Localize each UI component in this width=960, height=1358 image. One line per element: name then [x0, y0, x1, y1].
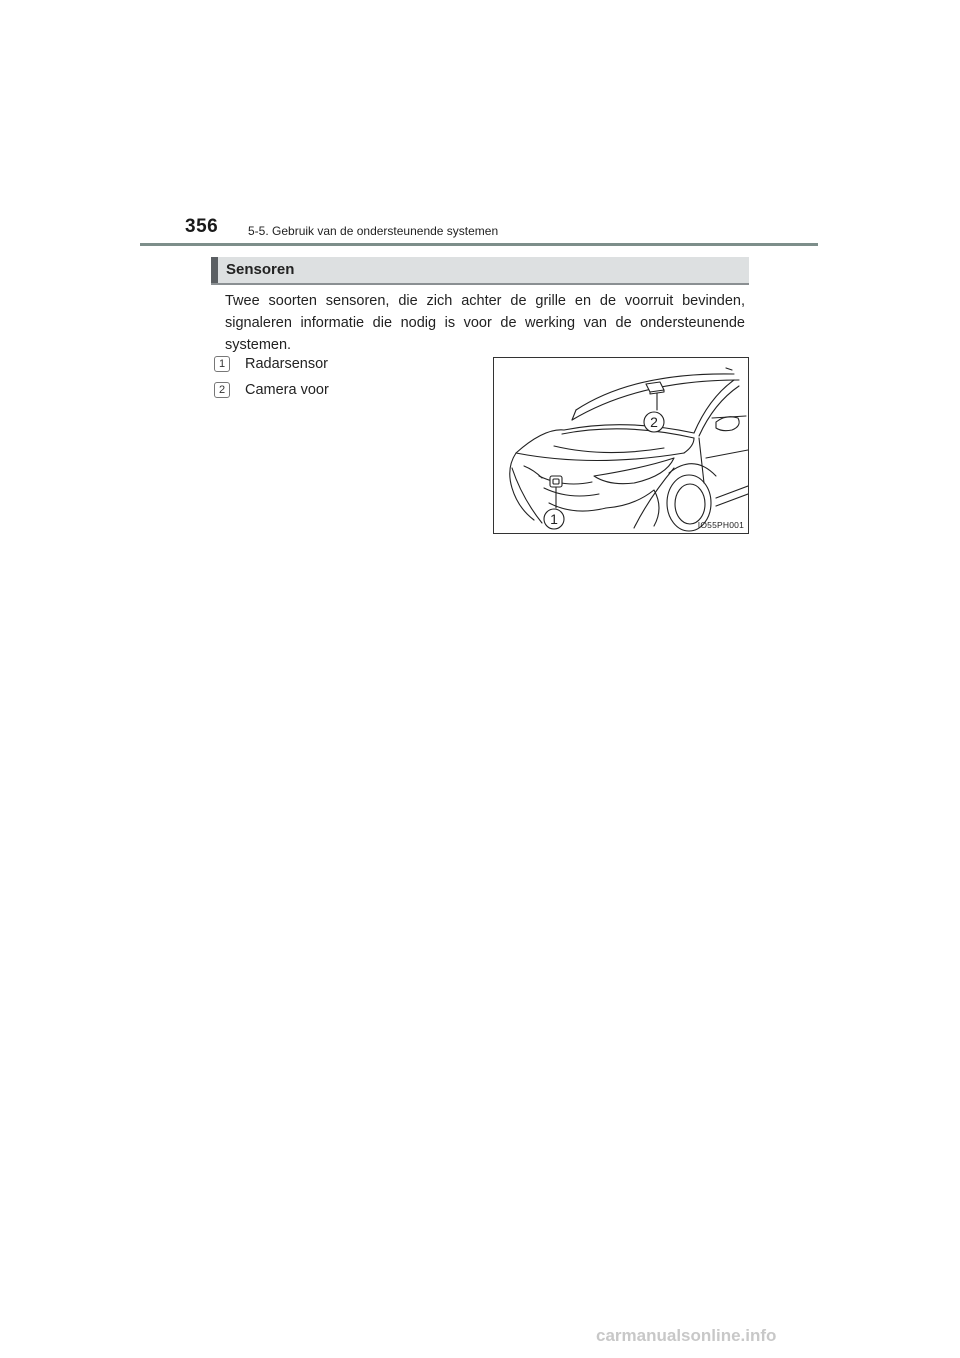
list-item: [214, 382, 329, 398]
watermark: carmanualsonline.info: [596, 1326, 777, 1345]
section-title: Sensoren: [226, 261, 295, 278]
figure-code: IO55PH001: [697, 520, 744, 530]
callout-2-label: 2: [650, 414, 658, 430]
item-label: Camera voor: [245, 382, 329, 398]
header-rule: [140, 243, 818, 246]
body-paragraph: Twee soorten sensoren, die zich achter de grille en de voorruit bevinden, signaleren informatie die nodig is voor de werking van de ondersteunende systemen.: [225, 293, 745, 353]
item-number-badge: 1: [214, 356, 230, 372]
page-number: 356: [185, 216, 219, 237]
callout-1-label: 1: [550, 511, 558, 527]
list-item: [214, 356, 328, 372]
car-sensor-illustration: [493, 357, 749, 534]
item-label: Radarsensor: [245, 356, 329, 372]
item-number-badge: 2: [214, 382, 230, 398]
section-heading-accent: [211, 257, 218, 283]
running-head: 5-5. Gebruik van de ondersteunende systemen: [248, 224, 499, 238]
callout-labels: [494, 358, 749, 534]
section-heading: [211, 257, 749, 285]
